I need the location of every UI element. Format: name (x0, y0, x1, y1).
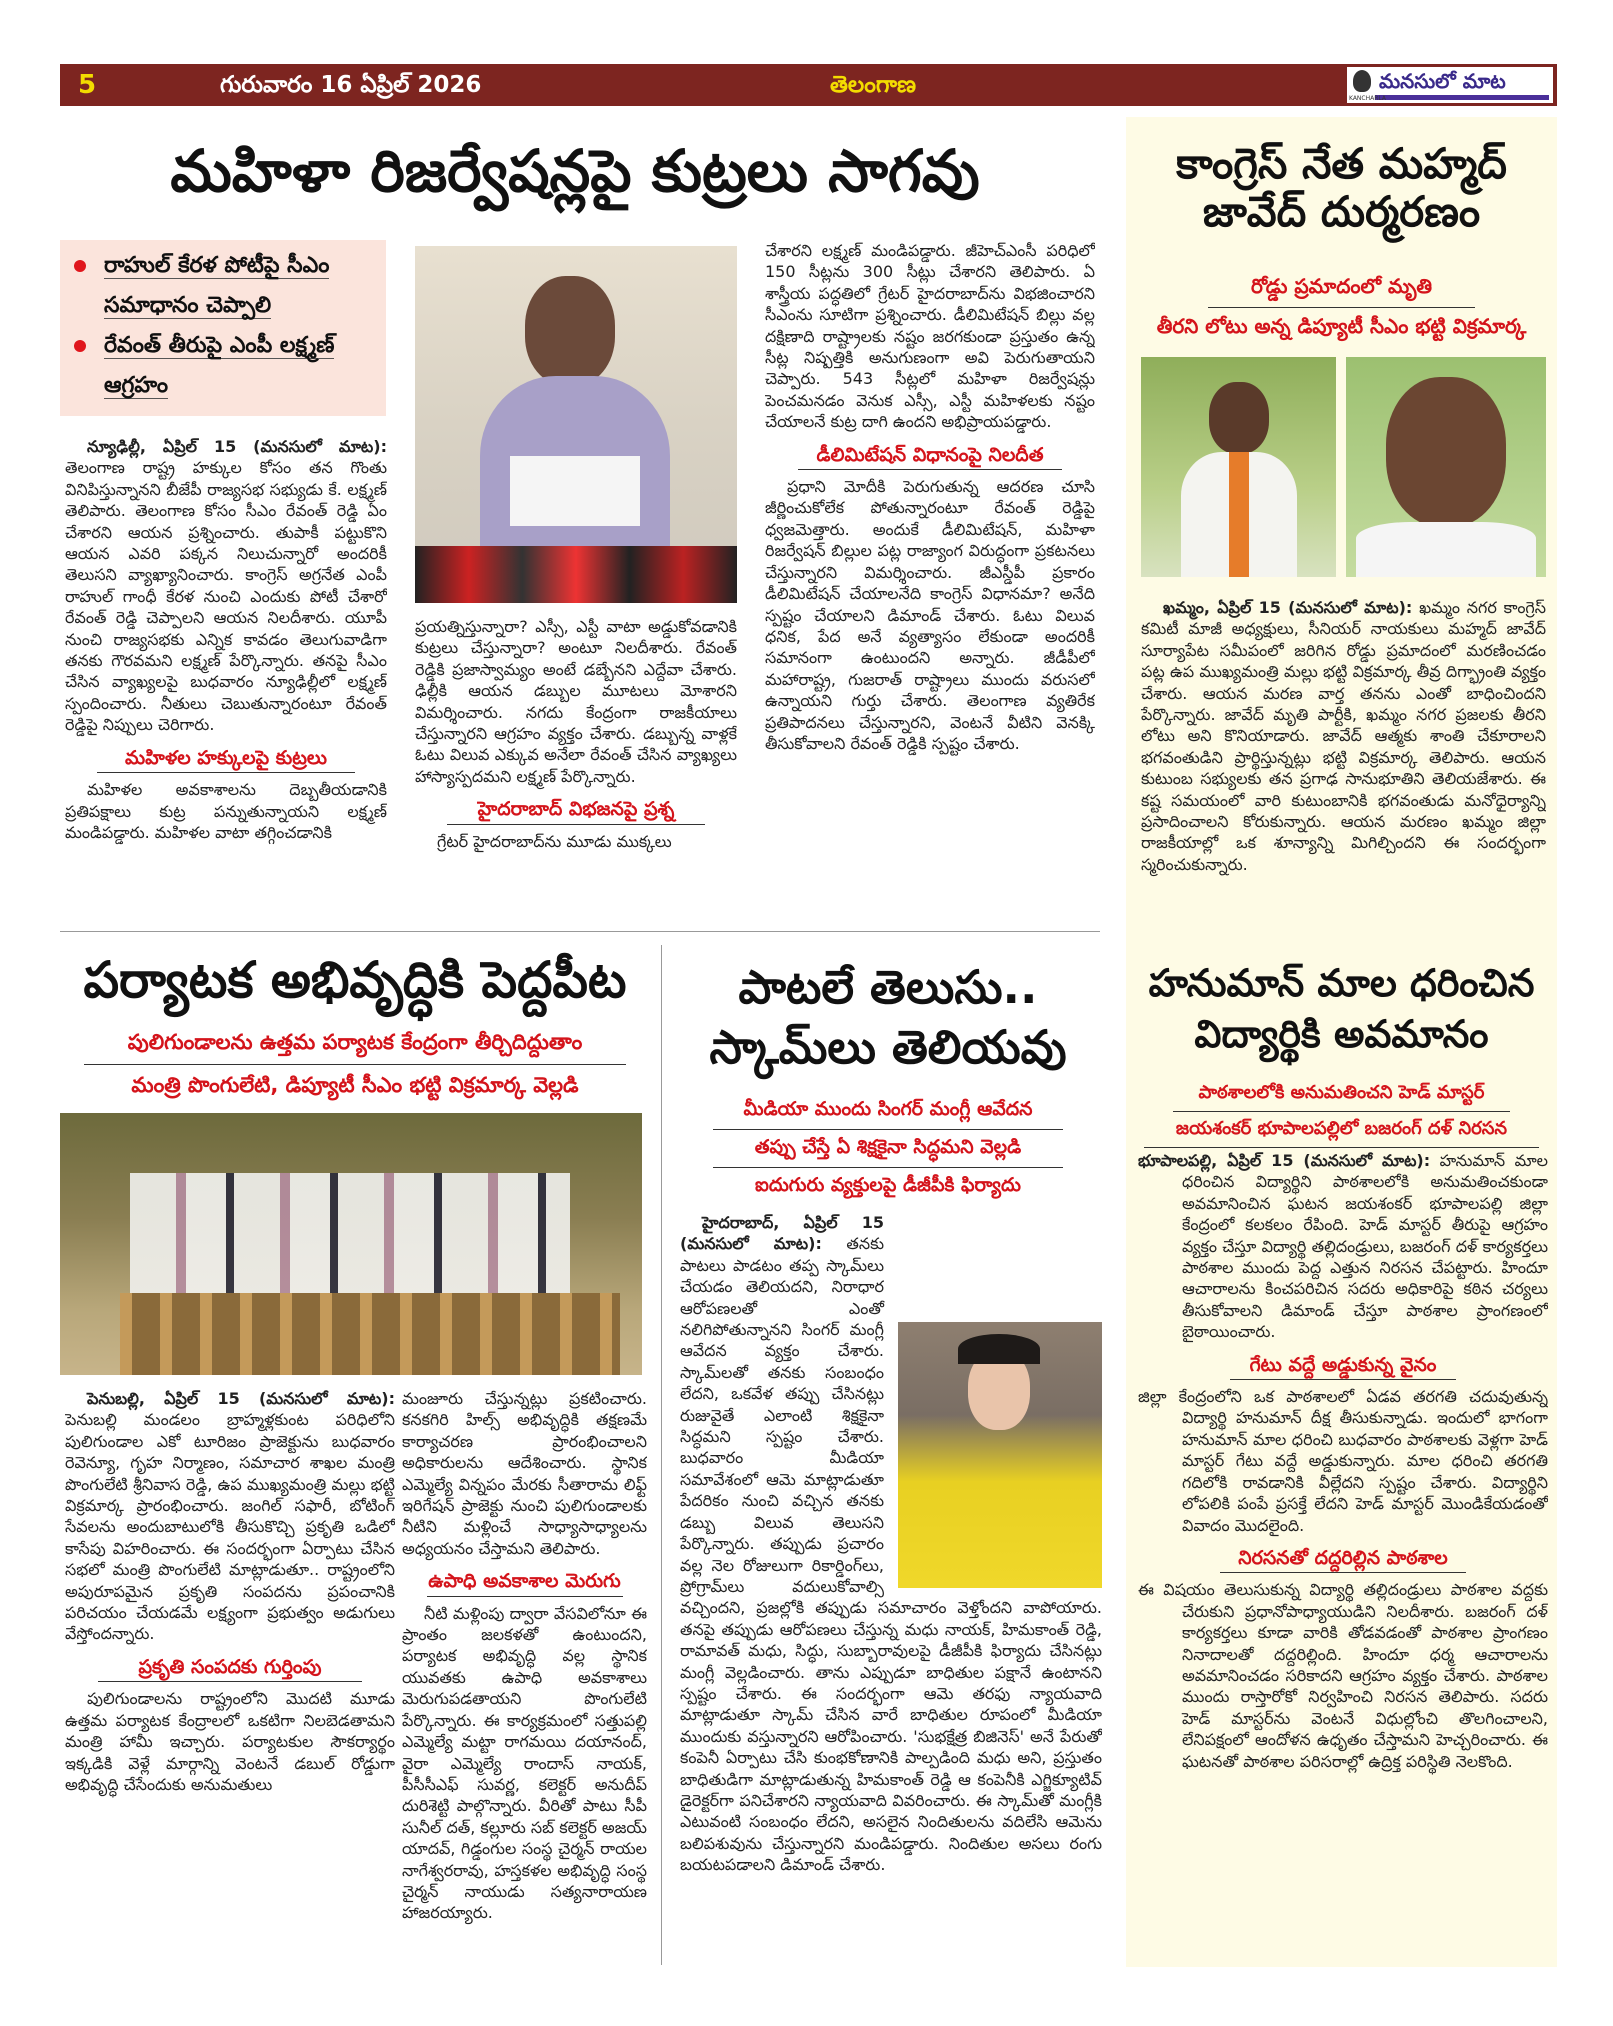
bullet-icon (74, 340, 86, 352)
paragraph: తెలంగాణ రాష్ట్ర హక్కుల కోసం తన గొంతు వినిపిస్తున్నానని బీజేపీ రాజ్యసభ సభ్యుడు కే. లక్ష్మణ్ తెలిపారు. తెలంగాణ కోసం సీఎం రేవంత్ రెడ్డి ఏం చేశారని ఆయన ప్రశ్నించారు. తుపాకీ పట్టుకొని ఆయన ఎవరి పక్కన నిలుచున్నారో అందరికీ తెలుసని వ్యాఖ్యానించారు. కాంగ్రెస్ అగ్రనేత ఎంపీ రాహుల్ గాంధీ కేరళ నుంచి ఎందుకు పోటీ చేశారో రేవంత్ రెడ్డి చెప్పాలని ఆయన నిలదీశారు. యూపీ నుంచి రాజ్యసభకు ఎన్నిక కావడం తెలుగువాడిగా తనకు గౌరవమని లక్ష్మణ్ పేర్కొన్నారు. తనపై సీఎం చేసిన వ్యాఖ్యలపై బుధవారం న్యూఢిల్లీలో లక్ష్మణ్ స్పందించారు. నీతులు చెబుతున్నారంటూ రేవంత్ రెడ్డిపై నిప్పులు చెరిగారు. (65, 458, 387, 735)
story2-body (1141, 597, 1546, 927)
story3-photo-ministers (60, 1113, 642, 1375)
paragraph: నీటి మళ్లింపు ద్వారా వేసవిలోనూ ఈ ప్రాంతం జలకళతో ఉంటుందని, పర్యాటక అభివృద్ధి వల్ల స్థానిక యువతకు ఉపాధి అవకాశాలు మెరుగుపడతాయని పొంగులేటి పేర్కొన్నారు. ఈ కార్యక్రమంలో సత్తుపల్లి ఎమ్మెల్యే మట్టా రాగమయి దయానంద్, వైరా ఎమ్మెల్యే రాందాస్ నాయక్, పీసీసీఎఫ్ సువర్ణ, కలెక్టర్ అనుదీప్ దురిశెట్టి పాల్గొన్నారు. వీరితో పాటు సీపీ సునీల్ దత్, కల్లూరు సబ్ కలెక్టర్ అజయ్ యాదవ్, గిడ్డంగుల సంస్థ చైర్మన్ రాయల నాగేశ్వరరావు, హస్తకళల అభివృద్ధి సంస్థ చైర్మన్ నాయుడు సత్యనారాయణ హాజరయ్యారు. (402, 1603, 647, 1923)
paragraph: ప్రయత్నిస్తున్నారా? ఎస్సీ, ఎస్టీ వాటా అడ్డుకోవడానికి కుట్రలు చేస్తున్నారా? అంటూ నిలదీశారు. రేవంత్ రెడ్డికి ప్రజాస్వామ్యం అంటే డబ్బేనని ఎద్దేవా చేశారు. ఢిల్లీకి ఆయన డబ్బుల మూటలు మోశారని విమర్శించారు. నగదు కేంద్రంగా రాజకీయాలు చేస్తున్నారని ఆగ్రహం వ్యక్తం చేశారు. డబ్బున్న వాళ్లకే ఓటు విలువ ఎక్కువ అనేలా రేవంత్ చేసిన వ్యాఖ్యలు హాస్యాస్పదమని లక్ష్మణ్ పేర్కొన్నారు. (415, 617, 737, 786)
subheading: ప్రకృతి సంపదకు గుర్తింపు (98, 1657, 362, 1682)
paragraph: చేశారని లక్ష్మణ్ మండిపడ్డారు. జీహెచ్ఎంసీ పరిధిలో 150 సీట్లను 300 సీట్లు చేశారని తెలిపారు. ఏ శాస్త్రీయ పద్ధతిలో గ్రేటర్ హైదరాబాద్‌ను విభజించారని సీఎంను సూటిగా ప్రశ్నించారు. డీలిమిటేషన్ బిల్లు వల్ల దక్షిణాది రాష్ట్రాలకు నష్టం జరగకుండా ప్రస్తుతం ఉన్న సీట్ల నిష్పత్తికి అనుగుణంగా అవి పెరుగుతాయని చెప్పారు. 543 సీట్లలో మహిళా రిజర్వేషన్లు పెంచమనడం వెనుక ఎస్సీ, ఎస్టీ మహిళలకు నష్టం చేయాలనే కుట్ర దాగి ఉందని అభిప్రాయపడ్డారు. (765, 241, 1095, 432)
story1-col1 (65, 436, 387, 916)
dateline: న్యూఢిల్లీ, ఏప్రిల్ 15 (మనసులో మాట): (87, 437, 387, 456)
paragraph: హనుమాన్ మాల ధరించిన విద్యార్థిని పాఠశాలలోకి అనుమతించకుండా అవమానించిన ఘటన జయశంకర్ భూపాలపల్లి జిల్లా కేంద్రంలో కలకలం రేపింది. హెడ్ మాస్టర్ తీరుపై ఆగ్రహం వ్యక్తం చేస్తూ విద్యార్థి తల్లిదండ్రులు, బజరంగ్ దళ్ కార్యకర్తలు పాఠశాల ముందు పెద్ద ఎత్తున నిరసన చేపట్టారు. హిందూ ఆచారాలను కించపరిచిన సదరు అధికారిపై కఠిన చర్యలు తీసుకోవాలని డిమాండ్ చేస్తూ పాఠశాల ప్రాంగణంలో బైఠాయించారు. (1182, 1151, 1548, 1342)
subheading: ఉపాధి అవకాశాల మెరుగు (427, 1571, 623, 1596)
dateline: భూపాలపల్లి, ఏప్రిల్ 15 (మనసులో మాట): (1138, 1151, 1431, 1170)
story3-subheads (60, 1024, 650, 1103)
section-divider (60, 931, 1100, 932)
subheading: నిరసనతో దద్దరిల్లిన పాఠశాల (1220, 1548, 1466, 1573)
story4-photo-mangli (898, 1322, 1102, 1588)
logo-bar (1375, 95, 1549, 100)
subheadline: మంత్రి పొంగులేటి, డిప్యూటీ సీఎం భట్టి విక్రమార్క వెల్లడి (131, 1073, 579, 1097)
subheading: గేటు వద్దే అడ్డుకున్న వైనం (1230, 1355, 1456, 1380)
paragraph: ఖమ్మం నగర కాంగ్రెస్ కమిటీ మాజీ అధ్యక్షులు, సీనియర్ నాయకులు మహ్మద్ జావేద్ సూర్యాపేట సమీపంలో జరిగిన రోడ్డు ప్రమాదంలో మరణించడం పట్ల ఉప ముఖ్యమంత్రి మల్లు భట్టి విక్రమార్క తీవ్ర దిగ్భ్రాంతి వ్యక్తం చేశారు. ఆయన మరణ వార్త తనను ఎంతో బాధించిందని పేర్కొన్నారు. జావేద్ మృతి పార్టీకి, ఖమ్మం నగర ప్రజలకు తీరని లోటు అని కొనియాడారు. జావేద్ ఆత్మకు శాంతి చేకూరాలని భగవంతుడిని ప్రార్థిస్తున్నట్లు భట్టి విక్రమార్క తెలిపారు. ఆయన కుటుంబ సభ్యులకు తన ప్రగాఢ సానుభూతిని తెలియజేశారు. ఈ కష్ట సమయంలో వారి కుటుంబానికి భగవంతుడు మనోధైర్యాన్ని ప్రసాదించాలని కోరుకున్నారు. ఆయన మరణం ఖమ్మం జిల్లా రాజకీయాల్లో ఒక శూన్యాన్ని మిగిల్చిందని ఈ సందర్భంగా స్మరించుకున్నారు. (1141, 598, 1546, 874)
highlight-item: రేవంత్ తీరుపై ఎంపీ లక్ష్మణ్ ఆగ్రహం (70, 326, 376, 406)
paragraph: జిల్లా కేంద్రంలోని ఒక పాఠశాలలో ఏడవ తరగతి చదువుతున్న విద్యార్థి హనుమాన్ దీక్ష తీసుకున్నాడు. ఇందులో భాగంగా హనుమాన్ మాల ధరించి బుధవారం పాఠశాలకు వెళ్లగా హెడ్ మాస్టర్ గేటు వద్దే అడ్డుకున్నారు. మాల ధరించి తరగతి గదిలోకి రావడానికి వీల్లేదని స్పష్టం చేశారు. విద్యార్థిని లోపలికి పంపే ప్రసక్తే లేదని హెడ్ మాస్టర్ మొండికేయడంతో వివాదం మొదలైంది. (1138, 1387, 1548, 1535)
story1-headline: మహిళా రిజర్వేషన్లపై కుట్రలు సాగవు (170, 137, 980, 205)
story1-highlights (60, 240, 386, 416)
subheadline: తీరని లోటు అన్న డిప్యూటీ సీఎం భట్టి విక్రమార్క (1156, 314, 1527, 338)
section-name: తెలంగాణ (830, 72, 917, 98)
logo-name: మనసులో మాట (1379, 69, 1506, 93)
story1-col2 (415, 616, 737, 916)
dateline: హైదరాబాద్, ఏప్రిల్ 15 (మనసులో మాట): (680, 1213, 884, 1254)
paragraph: మంజూరు చేస్తున్నట్లు ప్రకటించారు. కనకగిరి హిల్స్ అభివృద్ధికి తక్షణమే కార్యాచరణ ప్రారంభించాలని అధికారులను ఆదేశించారు. స్థానిక ఎమ్మెల్యే విన్నపం మేరకు సీతారామ లిఫ్ట్ ఇరిగేషన్ ప్రాజెక్టు నుంచి పులిగుండాలకు నీటిని మళ్లించే సాధ్యాసాధ్యాలను అధ్యయనం చేస్తామని తెలిపారు. (402, 1389, 647, 1558)
subheadline: పాఠశాలలోకి అనుమతించని హెడ్ మాస్టర్ (1173, 1082, 1510, 1112)
story2-photo-javed (1141, 357, 1336, 577)
story3-headline: పర్యాటక అభివృద్ధికి పెద్దపీట (83, 951, 627, 1009)
dateline: ఖమ్మం, ఏప్రిల్ 15 (మనసులో మాట): (1163, 598, 1413, 617)
paragraph: పులిగుండాలను రాష్ట్రంలోని మొదటి మూడు ఉత్తమ పర్యాటక కేంద్రాలలో ఒకటిగా నిలబెడతామని మంత్రి హామీ ఇచ్చారు. పర్యాటకుల సౌకర్యార్థం ఇక్కడికి వెళ్లే మార్గాన్ని వెంటనే డబుల్ రోడ్డుగా అభివృద్ధి చేసేందుకు అనుమతులు (65, 1689, 395, 1794)
subheadline: పులిగుండాలను ఉత్తమ పర్యాటక కేంద్రంగా తీర్చిదిద్దుతాం (84, 1030, 627, 1065)
story5-body (1138, 1150, 1548, 1965)
logo-sub: KANCHARLA (1349, 95, 1386, 102)
founder-portrait-icon (1353, 70, 1371, 92)
paragraph: మహిళల అవకాశాలను దెబ్బతీయడానికి ప్రతిపక్షాలు కుట్ర పన్నుతున్నాయని లక్ష్మణ్ మండిపడ్డారు. మహిళల వాటా తగ్గించడానికి (65, 780, 387, 842)
paragraph: ఈ విషయం తెలుసుకున్న విద్యార్థి తల్లిదండ్రులు పాఠశాల వద్దకు చేరుకుని ప్రధానోపాధ్యాయుడిని నిలదీశారు. బజరంగ్ దళ్ కార్యకర్తలు కూడా వారికి తోడవడంతో పాఠశాల ప్రాంగణం నినాదాలతో దద్దరిల్లింది. హిందూ ధర్మ ఆచారాలను అవమానించడం సరికాదని ఆగ్రహం వ్యక్తం చేశారు. పాఠశాల ముందు రాస్తారోకో నిర్వహించి నిరసన తెలిపారు. సదరు హెడ్ మాస్టర్‌ను వెంటనే విధుల్లోంచి తొలగించాలని, లేనిపక్షంలో ఆందోళన ఉధృతం చేస్తామని హెచ్చరించారు. ఈ ఘటనతో పాఠశాల పరిసరాల్లో ఉద్రిక్త పరిస్థితి నెలకొంది. (1138, 1580, 1548, 1771)
page-number: 5 (78, 70, 97, 100)
subheadline: జయశంకర్ భూపాలపల్లిలో బజరంగ్ దళ్ నిరసన (1144, 1118, 1539, 1148)
story2-photo-bhatti (1346, 357, 1546, 577)
subheadline: ఐదుగురు వ్యక్తులపై డీజీపీకి ఫిర్యాదు (755, 1174, 1021, 1196)
edition-date: గురువారం 16 ఏప్రిల్ 2026 (220, 72, 482, 98)
subheading: హైదరాబాద్ విభజనపై ప్రశ్న (447, 799, 705, 824)
page-header-bar (60, 64, 1557, 106)
paragraph: పెనుబల్లి మండలం బ్రాహ్మళ్లకుంట పరిధిలోని పులిగుండాల ఎకో టూరిజం ప్రాజెక్టును బుధవారం రెవెన్యూ, గృహ నిర్మాణం, సమాచార శాఖల మంత్రి పొంగులేటి శ్రీనివాస రెడ్డి, ఉప ముఖ్యమంత్రి మల్లు భట్టి విక్రమార్క ప్రారంభించారు. జంగిల్ సఫారీ, బోటింగ్ సేవలను అందుబాటులోకి తీసుకొచ్చి ప్రకృతి ఒడిలో కాసేపు విహరించారు. ఈ సందర్భంగా ఏర్పాటు చేసిన సభలో మంత్రి పొంగులేటి మాట్లాడుతూ.. రాష్ట్రంలోని అపురూపమైన ప్రకృతి సంపదను ప్రపంచానికి పరిచయం చేయడమే లక్ష్యంగా ప్రభుత్వం అడుగులు వేస్తోందన్నారు. (65, 1410, 395, 1644)
subheadline: తప్పు చేస్తే ఏ శిక్షకైనా సిద్ధమని వెల్లడి (713, 1136, 1064, 1168)
subheading: డీలిమిటేషన్ విధానంపై నిలదీత (798, 445, 1062, 470)
story3-col2 (402, 1388, 647, 1968)
story3-col1 (65, 1388, 395, 1968)
masthead-logo (1347, 67, 1553, 103)
story4-body (680, 1212, 1102, 1972)
subheading: మహిళల హక్కులపై కుట్రలు (97, 748, 355, 773)
story2-headline: కాంగ్రెస్ నేత మహ్మద్ జావేద్ దుర్మరణం (1176, 139, 1507, 237)
story5-headline: హనుమాన్ మాల ధరించిన విద్యార్థికి అవమానం (1148, 961, 1535, 1057)
bullet-icon (74, 260, 86, 272)
column-divider (661, 945, 662, 1965)
story4-subheads (674, 1092, 1102, 1201)
dateline: పెనుబల్లి, ఏప్రిల్ 15 (మనసులో మాట): (87, 1389, 395, 1408)
story4-headline: పాటలే తెలుసు.. స్కామ్‌లు తెలియవు (709, 960, 1067, 1074)
paragraph: ప్రధాని మోదీకి పెరుగుతున్న ఆదరణ చూసి జీర్ణించుకోలేక పోతున్నారంటూ రేవంత్ రెడ్డిపై ధ్వజమెత్తారు. అందుకే డీలిమిటేషన్, మహిళా రిజర్వేషన్ బిల్లుల పట్ల రాజ్యాంగ విరుద్ధంగా ప్రకటనలు చేస్తున్నారని విమర్శించారు. జీఎస్డీపీ ప్రకారం డీలిమిటేషన్ చేయాలనేది కాంగ్రెస్ విధానమా? అనేది స్పష్టం చేయాలని డిమాండ్ చేశారు. ఓటు విలువ ధనిక, పేద అనే వ్యత్యాసం లేకుండా అందరికీ సమానంగా ఉంటుందని అన్నారు. జీడీపీలో మహారాష్ట్ర, గుజరాత్ రాష్ట్రాలు ముందు వరుసలో ఉన్నాయని గుర్తు చేశారు. తెలంగాణ వ్యతిరేక ప్రతిపాదనలు చేస్తున్నారని, వెంటనే వీటిని వెనక్కి తీసుకోవాలని రేవంత్ రెడ్డికి స్పష్టం చేశారు. (765, 477, 1095, 753)
story1-col3 (765, 240, 1095, 920)
subheadline: రోడ్డు ప్రమాదంలో మృతి (1208, 274, 1475, 308)
story5-subheads (1136, 1076, 1547, 1154)
highlight-item: రాహుల్ కేరళ పోటీపై సీఎం సమాధానం చెప్పాలి (70, 246, 376, 326)
paragraph: గ్రేటర్ హైదరాబాద్‌ను మూడు ముక్కలు (437, 831, 672, 851)
subheadline: మీడియా ముందు సింగర్ మంగ్లీ ఆవేదన (713, 1098, 1064, 1130)
story2-subheads (1136, 268, 1547, 343)
paragraph: తనకు పాటలు పాడటం తప్ప స్కామ్‌లు చేయడం తెలియదని, నిరాధార ఆరోపణలతో ఎంతో నలిగిపోతున్నానని సింగర్ మంగ్లీ ఆవేదన వ్యక్తం చేశారు. స్కామ్‌లతో తనకు సంబంధం లేదని, ఒకవేళ తప్పు చేసినట్లు రుజువైతే ఎలాంటి శిక్షకైనా సిద్ధమని స్పష్టం చేశారు. బుధవారం మీడియా సమావేశంలో ఆమె మాట్లాడుతూ పేదరికం నుంచి వచ్చిన తనకు డబ్బు విలువ తెలుసని పేర్కొన్నారు. తప్పుడు ప్రచారం వల్ల నెల రోజులుగా రికార్డింగ్‌లు, ప్రోగ్రామ్‌లు వదులుకోవాల్సి వచ్చిందని, ప్రజల్లోకి తప్పుడు సమాచారం వెళ్తోందని వాపోయారు. తనపై తప్పుడు ఆరోపణలు చేస్తున్న మధు నాయక్, హిమకాంత్ రెడ్డి, రామావత్ మధు, సిద్ధు, సుబ్బారావులపై డీజీపీకి ఫిర్యాదు చేసినట్లు మంగ్లీ వెల్లడించారు. తాను ఎప్పుడూ బాధితుల పక్షానే ఉంటానని స్పష్టం చేశారు. ఈ సందర్భంగా ఆమె తరఫు న్యాయవాది మాట్లాడుతూ స్కామ్ చేసిన వారే బాధితుల రూపంలో మీడియా ముందుకు వస్తున్నారని ఆరోపించారు. 'సుభక్షేత్ర బిజినెస్' అనే పేరుతో కంపెనీ ఏర్పాటు చేసి కుంభకోణానికి పాల్పడింది మధు అని, ప్రస్తుతం బాధితుడిగా మాట్లాడుతున్న హిమకాంత్ రెడ్డి ఆ కంపెనీకి ఎగ్జిక్యూటివ్ డైరెక్టర్‌గా పనిచేశారని న్యాయవాది వివరించారు. ఈ స్కామ్‌తో మంగ్లీకి ఎటువంటి సంబంధం లేదని, అసలైన నిందితులను వదిలేసి ఆమెను బలిపశువును చేస్తున్నారని మండిపడ్డారు. నిందితుల అసలు రంగు బయటపడాలని డిమాండ్ చేశారు. (680, 1234, 1102, 1875)
story1-photo-lakshman (415, 246, 737, 603)
